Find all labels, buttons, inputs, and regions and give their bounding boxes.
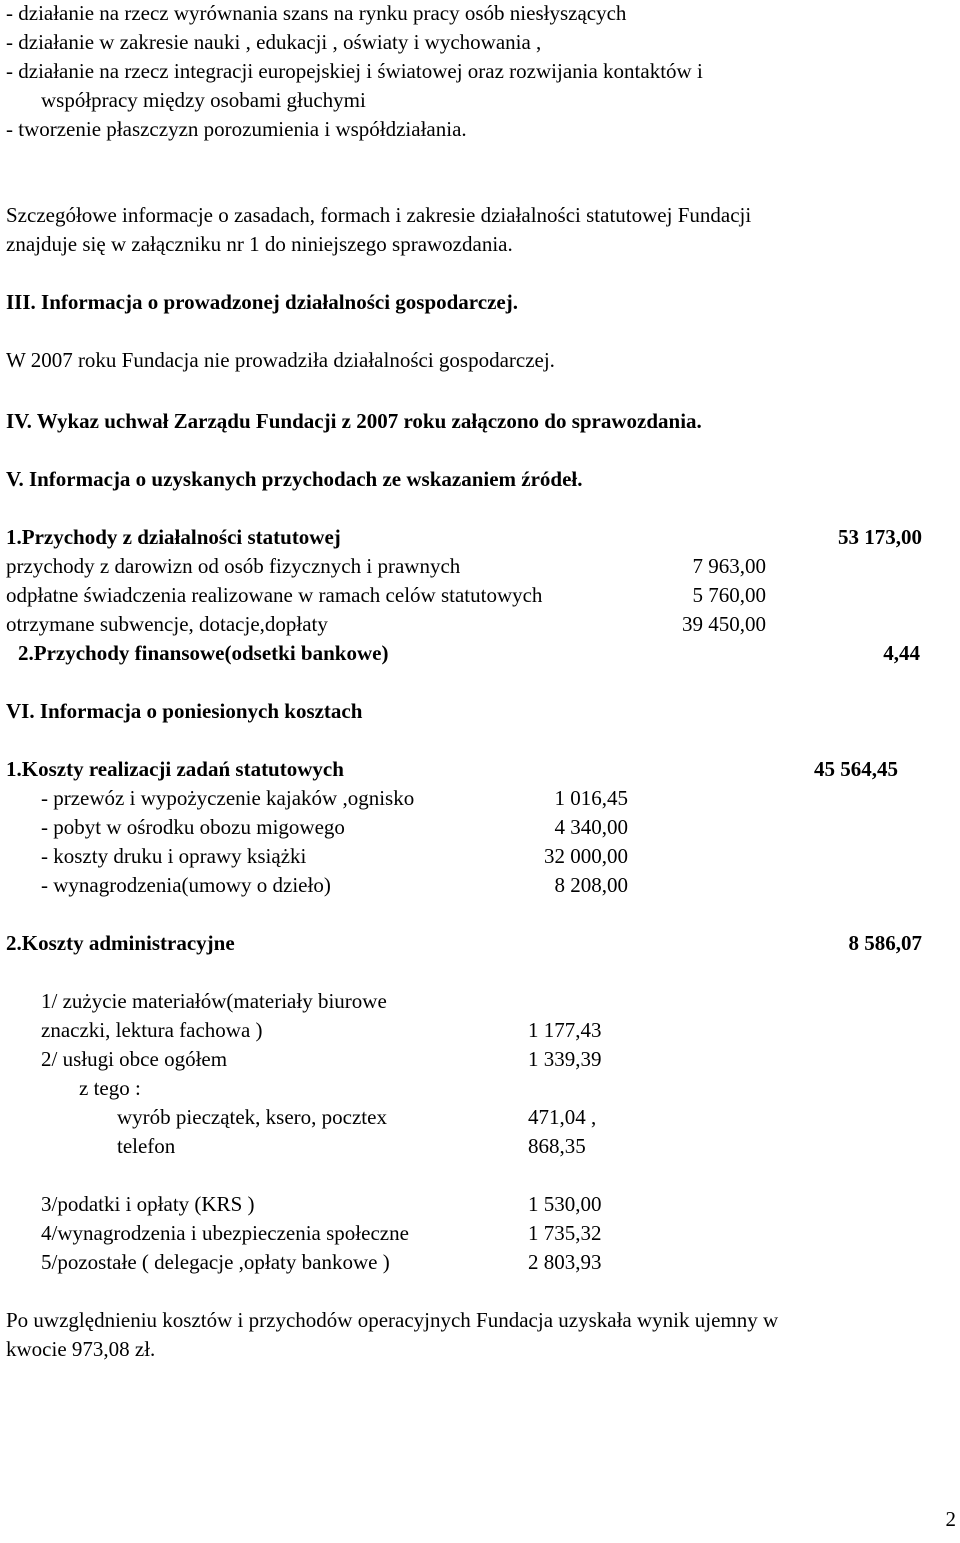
income-item-amount: 7 963,00 <box>692 554 766 578</box>
income-item-label: odpłatne świadczenia realizowane w ramach celów statutowych <box>6 583 543 607</box>
admin-item-label: znaczki, lektura fachowa ) <box>41 1018 263 1042</box>
result-paragraph-line: kwocie 973,08 zł. <box>6 1337 156 1361</box>
cost-item-amount: 1 016,45 <box>554 786 628 810</box>
cost-item-amount: 4 340,00 <box>554 815 628 839</box>
section-3-text: W 2007 roku Fundacja nie prowadziła działalności gospodarczej. <box>6 348 555 372</box>
cost-1-total: 45 564,45 <box>814 757 898 781</box>
admin-item-amount: 2 803,93 <box>528 1250 602 1274</box>
admin-item-amount: 1 735,32 <box>528 1221 602 1245</box>
admin-sub-item-amount: 868,35 <box>528 1134 586 1158</box>
cost-2-label: 2.Koszty administracyjne <box>6 931 235 955</box>
admin-item-label: 4/wynagrodzenia i ubezpieczenia społeczne <box>41 1221 409 1245</box>
admin-sub-heading: z tego : <box>79 1076 141 1100</box>
page-number: 2 <box>945 1507 956 1531</box>
income-1-label: 1.Przychody z działalności statutowej <box>6 525 341 549</box>
cost-item-label: - przewóz i wypożyczenie kajaków ,ognisko <box>41 786 415 810</box>
section-6-heading: VI. Informacja o poniesionych kosztach <box>6 699 363 723</box>
income-1-total: 53 173,00 <box>838 525 922 549</box>
cost-item-label: - wynagrodzenia(umowy o dzieło) <box>41 873 331 897</box>
cost-item-label: - koszty druku i oprawy książki <box>41 844 307 868</box>
cost-1-label: 1.Koszty realizacji zadań statutowych <box>6 757 344 781</box>
income-item-label: przychody z darowizn od osób fizycznych i prawnych <box>6 554 461 578</box>
income-item-label: otrzymane subwencje, dotacje,dopłaty <box>6 612 328 636</box>
list-item: - działanie na rzecz wyrównania szans na rynku pracy osób niesłyszących <box>6 1 627 25</box>
income-2-total: 4,44 <box>883 641 920 665</box>
section-3-heading: III. Informacja o prowadzonej działalności gospodarczej. <box>6 290 518 314</box>
admin-sub-item-label: wyrób pieczątek, ksero, pocztex <box>117 1105 387 1129</box>
admin-item-amount: 1 177,43 <box>528 1018 602 1042</box>
income-2-label: 2.Przychody finansowe(odsetki bankowe) <box>18 641 389 665</box>
income-item-amount: 5 760,00 <box>692 583 766 607</box>
cost-item-amount: 8 208,00 <box>554 873 628 897</box>
result-paragraph-line: Po uwzględnieniu kosztów i przychodów operacyjnych Fundacja uzyskała wynik ujemny w <box>6 1308 779 1332</box>
details-paragraph-line: Szczegółowe informacje o zasadach, formach i zakresie działalności statutowej Fundacji <box>6 203 752 227</box>
cost-item-amount: 32 000,00 <box>544 844 628 868</box>
admin-item-amount: 1 339,39 <box>528 1047 602 1071</box>
admin-sub-item-label: telefon <box>117 1134 176 1158</box>
admin-item-amount: 1 530,00 <box>528 1192 602 1216</box>
admin-sub-item-amount: 471,04 , <box>528 1105 597 1129</box>
list-item-continuation: współpracy między osobami głuchymi <box>41 88 366 112</box>
admin-item-label: 1/ zużycie materiałów(materiały biurowe <box>41 989 387 1013</box>
admin-item-label: 2/ usługi obce ogółem <box>41 1047 228 1071</box>
admin-item-label: 3/podatki i opłaty (KRS ) <box>41 1192 255 1216</box>
admin-item-label: 5/pozostałe ( delegacje ,opłaty bankowe ) <box>41 1250 390 1274</box>
income-item-amount: 39 450,00 <box>682 612 766 636</box>
list-item: - działanie w zakresie nauki , edukacji , oświaty i wychowania , <box>6 30 542 54</box>
cost-item-label: - pobyt w ośrodku obozu migowego <box>41 815 345 839</box>
cost-2-total: 8 586,07 <box>848 931 922 955</box>
details-paragraph-line: znajduje się w załączniku nr 1 do niniejszego sprawozdania. <box>6 232 513 256</box>
section-5-heading: V. Informacja o uzyskanych przychodach ze wskazaniem źródeł. <box>6 467 583 491</box>
list-item: - działanie na rzecz integracji europejskiej i światowej oraz rozwijania kontaktów i <box>6 59 703 83</box>
section-4-heading: IV. Wykaz uchwał Zarządu Fundacji z 2007 roku załączono do sprawozdania. <box>6 409 702 433</box>
list-item: - tworzenie płaszczyzn porozumienia i współdziałania. <box>6 117 467 141</box>
